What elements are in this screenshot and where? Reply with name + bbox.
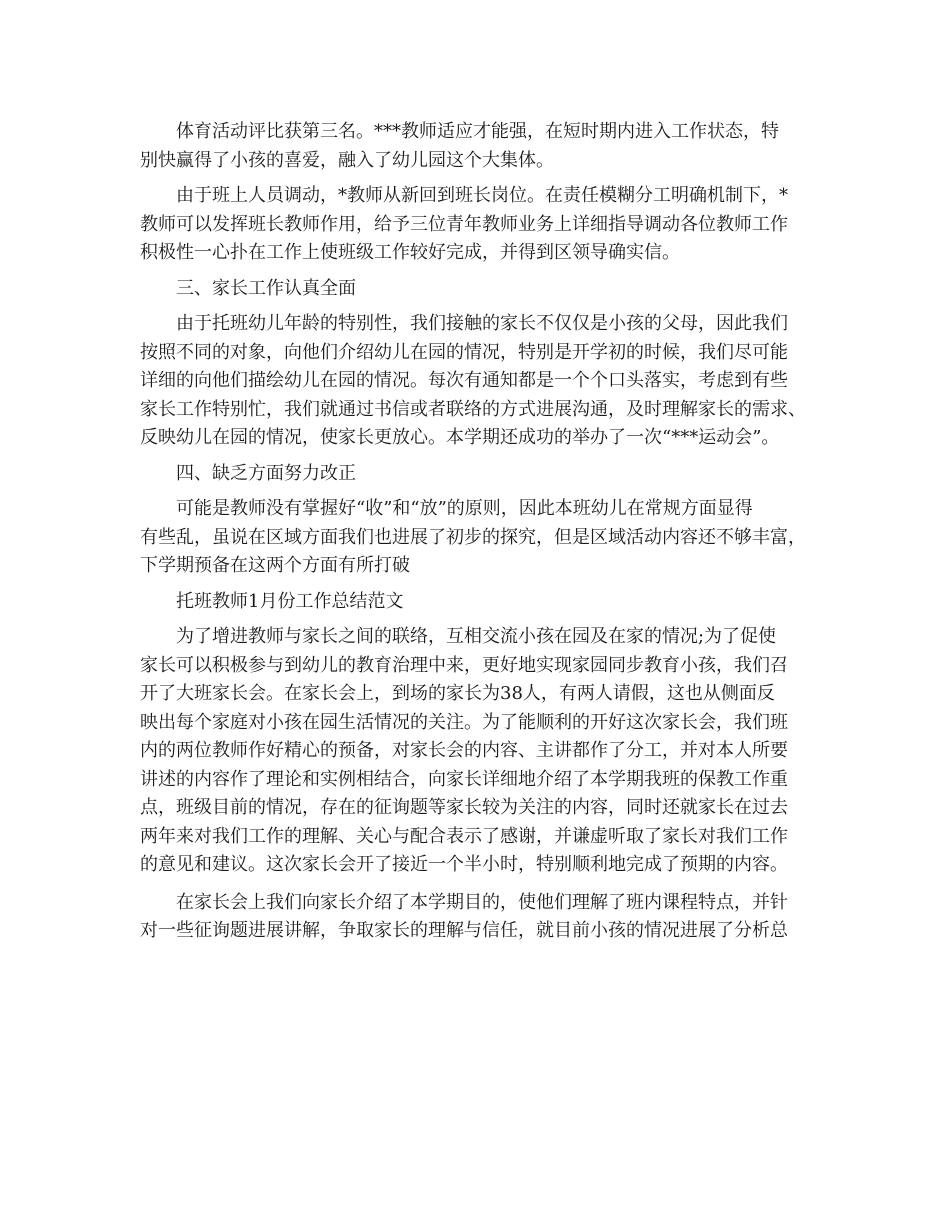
text-line: 内的两位教师作好精心的预备，对家长会的内容、主讲都作了分工，并对本人所要 xyxy=(140,740,788,761)
section-heading-parent-work xyxy=(140,275,820,304)
text-line: 按照不同的对象，向他们介绍幼儿在园的情况，特别是开学初的时候，我们尽可能 xyxy=(140,341,788,363)
text-line: 讲述的内容作了理论和实例相结合，向家长详细地介绍了本学期我班的保教工作重 xyxy=(140,768,788,790)
text-line: 家长可以积极参与到幼儿的教育治理中来，更好地实现家园同步教育小孩，我们召 xyxy=(140,654,788,676)
text-line: 家长工作特别忙，我们就通过书信或者联络的方式进展沟通，及时理解家长的需求、 xyxy=(140,398,806,420)
heading-line: 四、缺乏方面努力改正 xyxy=(176,462,356,484)
paragraph-1 xyxy=(140,118,820,175)
text-line: 有些乱，虽说在区域方面我们也进展了初步的探究，但是区域活动内容还不够丰富， xyxy=(140,526,806,548)
heading-line: 托班教师1月份工作总结范文 xyxy=(176,590,404,612)
text-line: 积极性一心扑在工作上使班级工作较好完成，并得到区领导确实信。 xyxy=(140,242,680,263)
text-line: 为了增进教师与家长之间的联络，互相交流小孩在园及在家的情况;为了促使 xyxy=(176,626,777,647)
text-line: 由于班上人员调动，*教师从新回到班长岗位。在责任模糊分工明确机制下，* xyxy=(176,185,788,206)
document-body xyxy=(140,118,820,946)
text-line: 下学期预备在这两个方面有所打破 xyxy=(140,555,410,576)
text-line: 详细的向他们描绘幼儿在园的情况。每次有通知都是一个个口头落实，考虑到有些 xyxy=(140,370,788,391)
text-line: 的意见和建议。这次家长会开了接近一个半小时，特别顺利地完成了预期的内容。 xyxy=(140,854,788,875)
paragraph-5 xyxy=(140,623,820,880)
text-line: 别快赢得了小孩的喜爱，融入了幼儿园这个大集体。 xyxy=(140,149,554,171)
text-line: 可能是教师没有掌握好“收”和“放”的原则，因此本班幼儿在常规方面显得 xyxy=(176,498,753,519)
text-line: 点，班级目前的情况，存在的征询题等家长较为关注的内容，同时还就家长在过去 xyxy=(140,797,788,818)
text-line: 对一些征询题进展讲解，争取家长的理解与信任，就目前小孩的情况进展了分析总 xyxy=(140,920,788,941)
heading-line: 三、家长工作认真全面 xyxy=(176,277,356,299)
text-line: 教师可以发挥班长教师作用，给予三位青年教师业务上详细指导调动各位教师工作 xyxy=(140,213,788,235)
paragraph-6 xyxy=(140,889,820,946)
text-line: 体育活动评比获第三名。***教师适应才能强，在短时期内进入工作状态，特 xyxy=(176,121,779,142)
paragraph-3 xyxy=(140,310,820,453)
text-line: 映出每个家庭对小孩在园生活情况的关注。为了能顺利的开好这次家长会，我们班 xyxy=(140,711,788,733)
text-line: 开了大班家长会。在家长会上，到场的家长为38人，有两人请假，这也从侧面反 xyxy=(140,683,775,704)
text-line: 由于托班幼儿年龄的特别性，我们接触的家长不仅仅是小孩的父母，因此我们 xyxy=(176,313,788,334)
paragraph-4 xyxy=(140,495,820,581)
text-line: 两年来对我们工作的理解、关心与配合表示了感谢，并谦虚听取了家长对我们工作 xyxy=(140,825,788,847)
paragraph-2 xyxy=(140,182,820,268)
text-line: 在家长会上我们向家长介绍了本学期目的，使他们理解了班内课程特点，并针 xyxy=(176,891,788,913)
article-title xyxy=(140,588,820,617)
text-line: 反映幼儿在园的情况，使家长更放心。本学期还成功的举办了一次“***运动会”。 xyxy=(140,427,780,448)
section-heading-shortcomings xyxy=(140,460,820,489)
